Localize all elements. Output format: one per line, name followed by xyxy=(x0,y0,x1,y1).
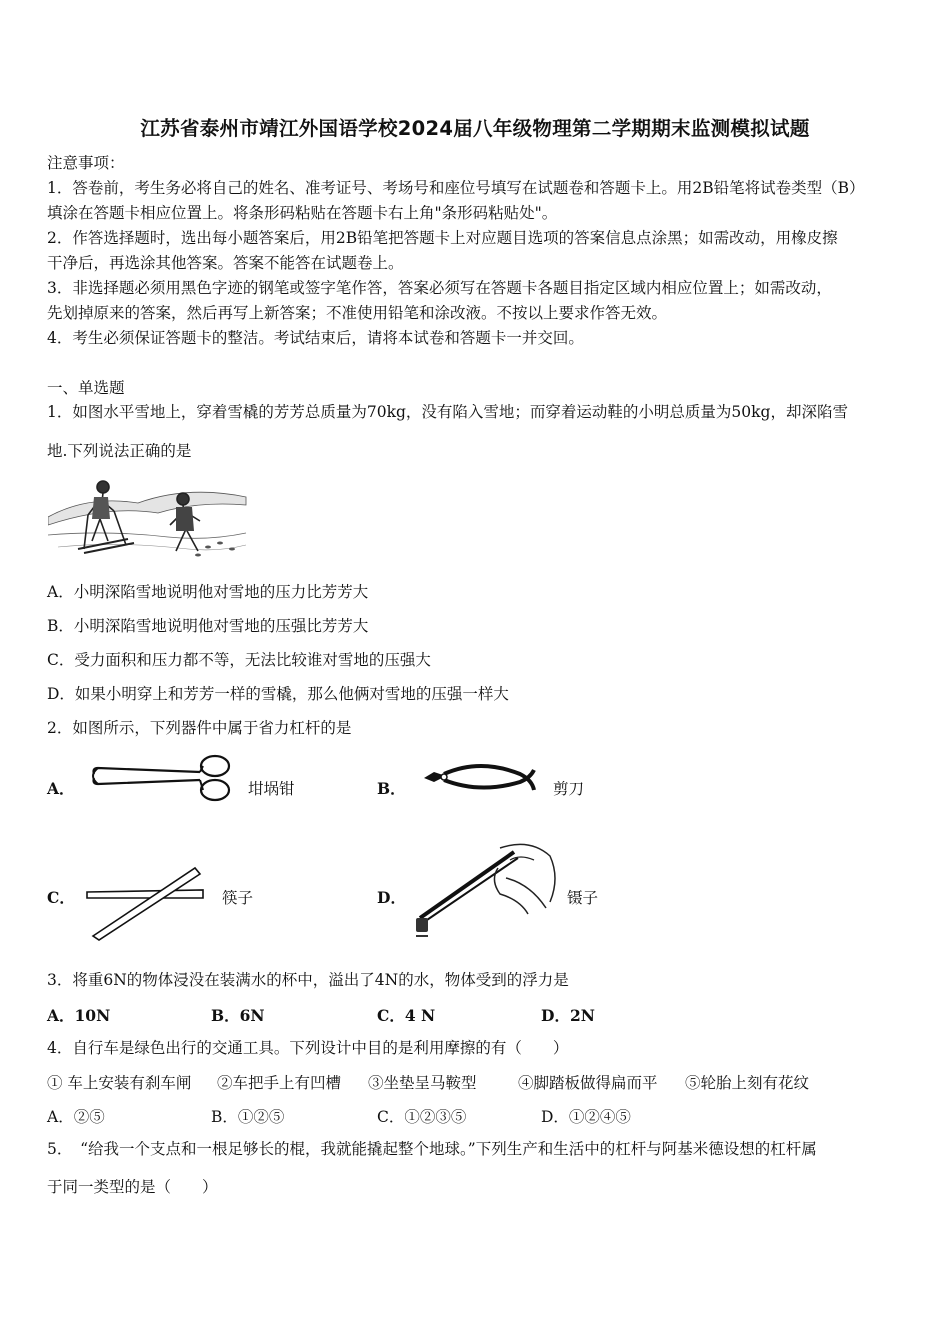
q2-option-c-label: C． xyxy=(47,888,75,907)
q4-item: ① 车上安装有刹车闸 xyxy=(47,1074,192,1092)
q4-option-d: D．①②④⑤ xyxy=(541,1108,631,1126)
q4-item: ②车把手上有凹槽 xyxy=(217,1074,342,1092)
notice-line: 4．考生必须保证答题卡的整洁。考试结束后，请将本试卷和答题卡一并交回。 xyxy=(47,329,584,347)
q1-stem-cont: 地.下列说法正确的是 xyxy=(47,442,192,460)
q4-stem: 4．自行车是绿色出行的交通工具。下列设计中目的是利用摩擦的有（ ） xyxy=(47,1039,569,1057)
q3-option-c: C．4 N xyxy=(377,1006,436,1025)
q4-option-c: C．①②③⑤ xyxy=(377,1108,467,1126)
q1-option-b: B．小明深陷雪地说明他对雪地的压强比芳芳大 xyxy=(47,617,369,635)
notice-line: 先划掉原来的答案，然后再写上新答案；不准使用铅笔和涂改液。不按以上要求作答无效。 xyxy=(47,304,668,322)
q3-stem: 3．将重6N的物体浸没在装满水的杯中，溢出了4N的水，物体受到的浮力是 xyxy=(47,971,569,989)
section-heading: 一、单选题 xyxy=(47,379,125,397)
notice-line: 2．作答选择题时，选出每小题答案后，用2B铅笔把答题卡上对应题目选项的答案信息点涂黑；如需改动，用橡皮擦 xyxy=(47,229,838,247)
q4-item: ③坐垫呈马鞍型 xyxy=(368,1074,477,1092)
q2-option-a-name: 坩埚钳 xyxy=(248,780,295,798)
notice-line: 1．答卷前，考生务必将自己的姓名、准考证号、考场号和座位号填写在试题卷和答题卡上。用2B铅笔将试卷类型（B） xyxy=(47,179,865,197)
q2-option-a-label: A． xyxy=(47,779,75,798)
notice-line: 干净后，再选涂其他答案。答案不能答在试题卷上。 xyxy=(47,254,404,272)
q4-item: ④脚踏板做得扁而平 xyxy=(518,1074,658,1092)
notice-line: 填涂在答题卡相应位置上。将条形码粘贴在答题卡右上角"条形码粘贴处"。 xyxy=(47,204,558,222)
notice-heading: 注意事项： xyxy=(47,154,125,172)
q1-option-c: C．受力面积和压力都不等，无法比较谁对雪地的压强大 xyxy=(47,651,431,669)
crucible-tongs-icon xyxy=(90,752,240,807)
q2-option-b-label: B． xyxy=(377,779,406,798)
notice-line: 3．非选择题必须用黑色字迹的钢笔或签字笔作答，答案必须写在答题卡各题目指定区域内相应位置上；如需改动， xyxy=(47,279,832,297)
page-title: 江苏省泰州市靖江外国语学校2024届八年级物理第二学期期末监测模拟试题 xyxy=(140,117,810,140)
q3-option-d: D．2N xyxy=(541,1006,595,1025)
scissors-icon xyxy=(420,760,540,800)
q2-stem: 2．如图所示，下列器件中属于省力杠杆的是 xyxy=(47,719,352,737)
q3-option-a: A．10N xyxy=(47,1006,111,1025)
q5-stem-cont: 于同一类型的是（ ） xyxy=(47,1178,218,1196)
q1-stem: 1．如图水平雪地上，穿着雪橇的芳芳总质量为70kg，没有陷入雪地；而穿着运动鞋的小明总质量为50kg，却深陷雪 xyxy=(47,403,848,421)
q1-option-a: A．小明深陷雪地说明他对雪地的压力比芳芳大 xyxy=(47,583,369,601)
q2-option-d-name: 镊子 xyxy=(567,889,599,907)
snow-skiers-illustration xyxy=(48,475,248,563)
q2-option-d-label: D． xyxy=(377,888,406,907)
q2-option-c-name: 筷子 xyxy=(222,889,254,907)
q4-option-b: B．①②⑤ xyxy=(211,1108,285,1126)
tweezers-icon xyxy=(410,838,560,943)
q3-option-b: B．6N xyxy=(211,1006,265,1025)
q4-option-a: A．②⑤ xyxy=(47,1108,105,1126)
q2-option-b-name: 剪刀 xyxy=(553,780,585,798)
q5-stem: 5． “给我一个支点和一根足够长的棍，我就能撬起整个地球。”下列生产和生活中的杠杆与阿基米德设想的杠杆属 xyxy=(47,1140,817,1158)
q1-option-d: D．如果小明穿上和芳芳一样的雪橇，那么他俩对雪地的压强一样大 xyxy=(47,685,509,703)
chopsticks-icon xyxy=(85,860,210,942)
q4-item: ⑤轮胎上刻有花纹 xyxy=(685,1074,810,1092)
